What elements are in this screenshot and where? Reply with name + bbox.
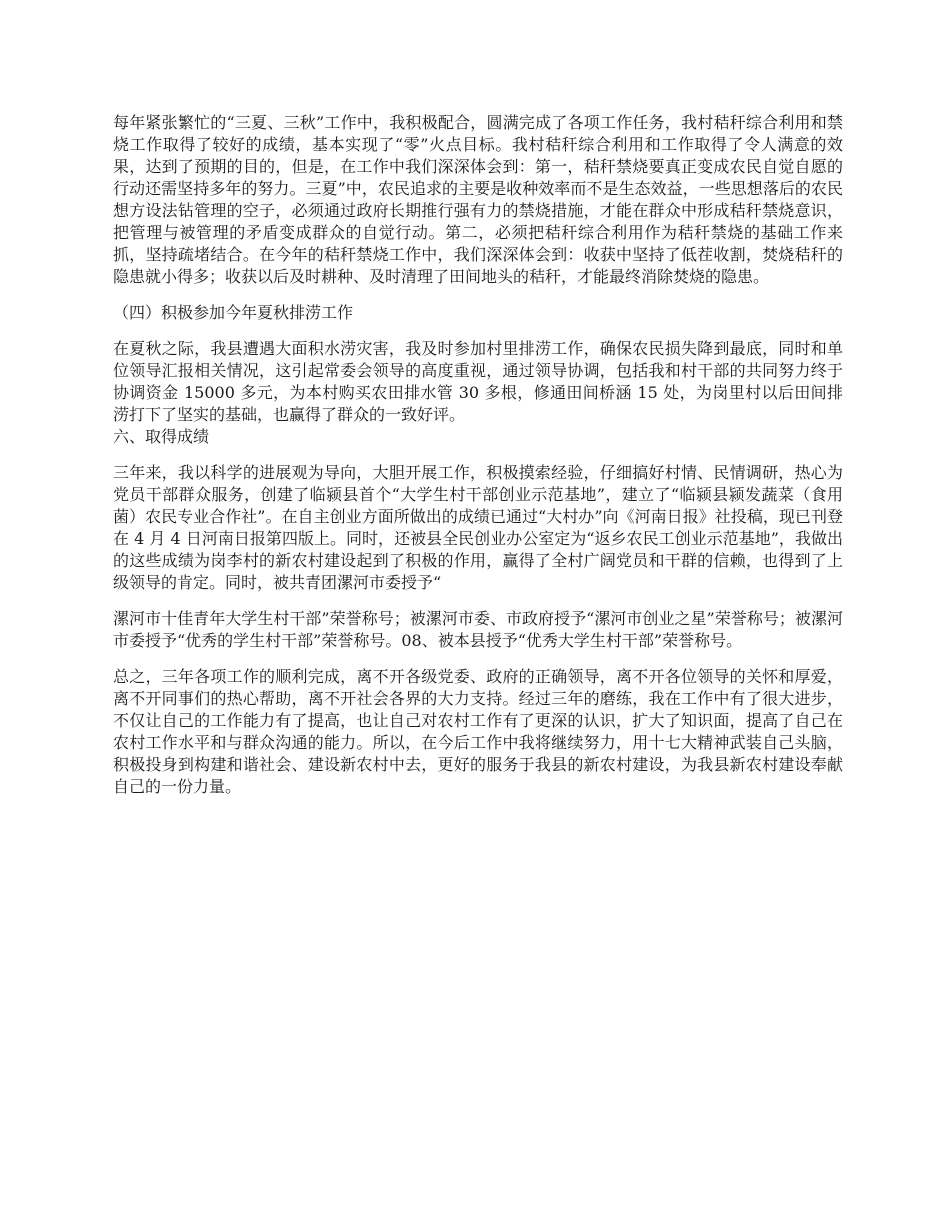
document-body xyxy=(113,112,843,812)
paragraph-straw-burning: 每年紧张繁忙的“三夏、三秋”工作中，我积极配合，圆满完成了各项工作任务，我村秸秆综合利用和禁烧工作取得了较好的成绩，基本实现了“零”火点目标。我村秸秆综合利用和工作取得了令人满意的效果，达到了预期的目的，但是，在工作中我们深深体会到：第一，秸秆禁烧要真正变成农民自觉自愿的行动还需坚持多年的努力。三夏”中，农民追求的主要是收种效率而不是生态效益，一些思想落后的农民想方设法钻管理的空子，必须通过政府长期推行强有力的禁烧措施，才能在群众中形成秸秆禁烧意识，把管理与被管理的矛盾变成群众的自觉行动。第二，必须把秸秆综合利用作为秸秆禁烧的基础工作来抓，坚持疏堵结合。在今年的秸秆禁烧工作中，我们深深体会到：收获中坚持了低茬收割，焚烧秸秆的隐患就小得多；收获以后及时耕种、及时清理了田间地头的秸秆，才能最终消除焚烧的隐患。 xyxy=(113,113,843,286)
paragraph-honors: 漯河市十佳青年大学生村干部”荣誉称号；被漯河市委、市政府授予“漯河市创业之星”荣誉称号；被漯河市委授予“优秀的学生村干部”荣誉称号。08、被本县授予“优秀大学生村干部”荣誉称号。 xyxy=(113,609,843,650)
paragraph-drainage: 在夏秋之际，我县遭遇大面积水涝灾害，我及时参加村里排涝工作，确保农民损失降到最底，同时和单位领导汇报相关情况，这引起常委会领导的高度重视，通过领导协调，包括我和村干部的共同努力终于协调资金 15000 多元，为本村购买农田排水管 30 多根，修通田间桥涵 15 处，为岗里村以后田间排涝打下了坚实的基础，也赢得了群众的一致好评。 xyxy=(113,339,843,424)
section-heading-drainage: （四）积极参加今年夏秋排涝工作 xyxy=(113,303,354,322)
paragraph-achievements: 三年来，我以科学的进展观为导向，大胆开展工作，积极摸索经验，仔细搞好村情、民情调研，热心为党员干部群众服务，创建了临颍县首个“大学生村干部创业示范基地”，建立了“临颍县颍发蔬菜（食用菌）农民专业合作社”。在自主创业方面所做出的成绩已通过“大村办”向《河南日报》社投稿，现已刊登在 4 月 4 日河南日报第四版上。同时，还被县全民创业办公室定为“返乡农民工创业示范基地”，我做出的这些成绩为岗李村的新农村建设起到了积极的作用，赢得了全村广阔党员和干群的信赖，也得到了上级领导的肯定。同时，被共青团漯河市委授予“ xyxy=(113,463,843,592)
section-heading-achievements: 六、取得成绩 xyxy=(113,427,210,446)
paragraph-conclusion: 总之，三年各项工作的顺利完成，离不开各级党委、政府的正确领导，离不开各位领导的关怀和厚爱，离不开同事们的热心帮助，离不开社会各界的大力支持。经过三年的磨练，我在工作中有了很大进步，不仅让自己的工作能力有了提高，也让自己对农村工作有了更深的认识，扩大了知识面，提高了自己在农村工作水平和与群众沟通的能力。所以，在今后工作中我将继续努力，用十七大精神武装自己头脑，积极投身到构建和谐社会、建设新农村中去，更好的服务于我县的新农村建设，为我县新农村建设奉献自己的一份力量。 xyxy=(113,667,843,796)
